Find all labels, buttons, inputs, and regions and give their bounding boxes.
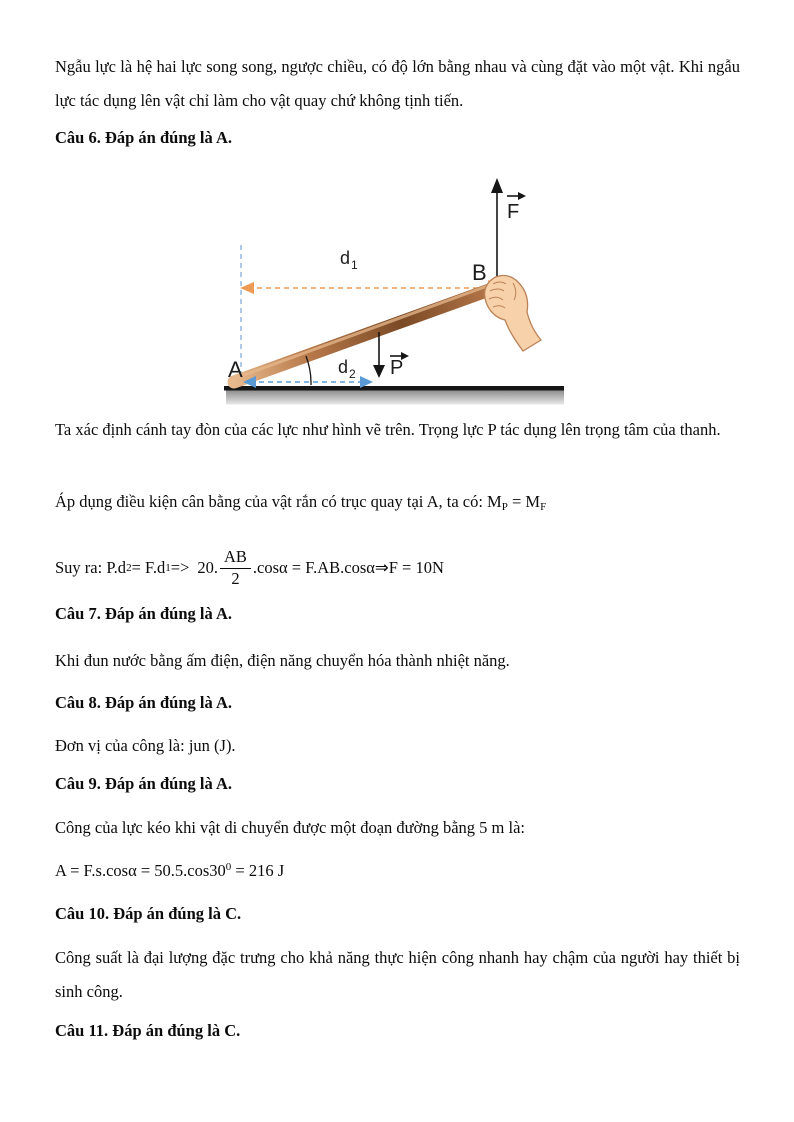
fraction-denominator: 2 (231, 568, 240, 588)
point-b-label: B (472, 260, 487, 285)
intro-paragraph: Ngẫu lực là hệ hai lực song song, ngược chiều, có độ lớn bằng nhau và cùng đặt vào một vật. Khi ngẫu lực tác dụng lên vật chỉ làm cho vật quay chứ không tịnh tiến. (55, 57, 740, 110)
derivation-arrow1: => (170, 558, 190, 577)
fraction-ab-over-2 (220, 547, 251, 589)
lever-figure (210, 170, 590, 405)
d2-label: d (338, 357, 349, 377)
d1-left-arrowhead-icon (240, 282, 254, 294)
force-p-arrowhead-icon (373, 365, 385, 378)
f-vector-arrowhead-icon (518, 192, 526, 200)
d1-label: d (340, 248, 351, 268)
figure-explanation: Ta xác định cánh tay đòn của các lực như hình vẽ trên. Trọng lực P tác dụng lên trọng tâm của thanh. (55, 420, 721, 439)
rod-highlight (236, 285, 490, 378)
cau9-formula (55, 854, 740, 888)
heading-cau9: Câu 9. Đáp án đúng là A. (55, 774, 232, 793)
moment-mid: = M (507, 492, 541, 511)
force-f-label: F (507, 201, 520, 223)
cau8-text: Đơn vị của công là: jun (J). (55, 736, 236, 755)
d1-label-sub: 1 (351, 258, 358, 272)
heading-cau6: Câu 6. Đáp án đúng là A. (55, 128, 232, 147)
ground-shading (226, 391, 564, 405)
cau9-formula-main: A = F.s.cosα = 50.5.cos30 (55, 861, 226, 880)
moment-sub-p: P (501, 501, 508, 513)
force-p-label: P (390, 357, 404, 379)
moment-lead: Áp dụng điều kiện cân bằng của vật rắn có trục quay tại A, ta có: M (55, 492, 502, 511)
ground-line (224, 386, 564, 391)
cau9-formula-sup: 0 (225, 861, 232, 873)
heading-cau8: Câu 8. Đáp án đúng là A. (55, 693, 232, 712)
derivation-arrow2: ⇒ (374, 558, 389, 577)
cau7-text: Khi đun nước bằng ấm điện, điện năng chuyển hóa thành nhiệt năng. (55, 651, 510, 670)
fraction-numerator: AB (220, 547, 251, 569)
derivation-eq: = F.d (131, 558, 166, 577)
derivation-coef: 20. (197, 558, 218, 577)
rod-ab (234, 289, 492, 382)
moment-sub-f: F (540, 501, 547, 513)
point-a-label: A (228, 357, 243, 382)
force-f-arrowhead-icon (491, 178, 503, 193)
derivation-result: F = 10N (388, 558, 444, 577)
cau9-formula-tail: = 216 J (231, 861, 285, 880)
hand-icon (485, 275, 541, 351)
heading-cau7: Câu 7. Đáp án đúng là A. (55, 604, 232, 623)
cau9-text: Công của lực kéo khi vật di chuyển được một đoạn đường bằng 5 m là: (55, 818, 525, 837)
derivation-formula: Suy ra: P.d 2 = F.d 1 => 20. $\frac{AB}{2}$ .cosα = F.AB.cosα ⇒ F = 10N (55, 546, 444, 588)
moment-condition (55, 485, 740, 519)
derivation-lead: Suy ra: P.d (55, 558, 127, 577)
d2-label-sub: 2 (349, 367, 356, 381)
heading-cau11: Câu 11. Đáp án đúng là C. (55, 1021, 241, 1040)
heading-cau10: Câu 10. Đáp án đúng là C. (55, 904, 242, 923)
cau10-text: Công suất là đại lượng đặc trưng cho khả năng thực hiện công nhanh hay chậm của người hay thiết bị sinh công. (55, 948, 740, 1001)
derivation-cos-part: .cosα = F.AB.cosα (252, 558, 375, 577)
